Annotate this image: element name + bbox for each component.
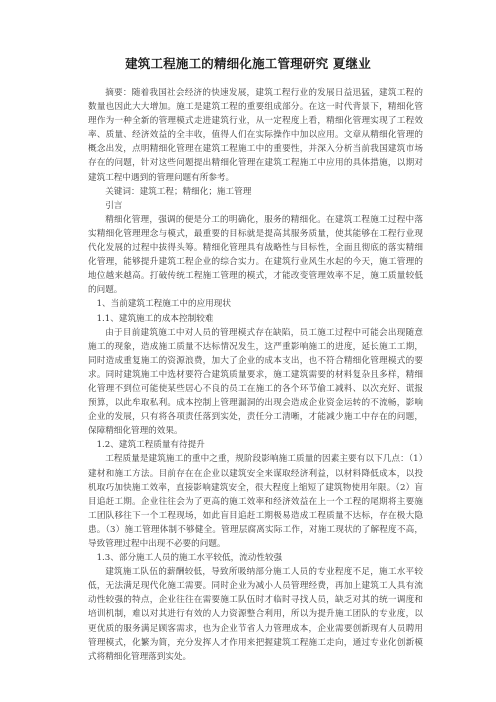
section-1-2-paragraph: 工程质量是建筑施工的重中之重，规阶段影响施工质量的因素主要有以下几点：（1）建材和施工方法。目前存在在企业以建筑安全来谋取经济利益，以材料降低成本，以投机取巧加快施工效率，直接影响建筑安全，很大程度上缩短了建筑物使用年限。（2）盲目追赶工期。企业往往会为了更高的施工效率和经济效益在上一个工程的尾期将主要施工团队移往下一个工程现场，如此盲目追赶工期极易造成工程质量不达标，存在极大隐患。（3）施工管理体制不够健全。管理层腐离实际工作，对施工现状的了解程度不高，导致管理过程中出现不必要的问题。: [88, 454, 423, 549]
section-1-2-heading: 1.2、建筑工程质量有待提升: [96, 440, 205, 451]
intro-paragraph: 精细化管理，强调的便是分工的明确化，服务的精细化。在建筑工程施工过程中落实精细化管理理念与模式，最重要的目标就是提高其服务质量，使其能够在工程行业现代化发展的过程中拔得头筹。精细化管理具有战略性与目标性，全面且彻底的落实精细化管理，能够提升建筑工程企业的综合实力。在建筑行业风生水起的今天，施工管理的地位越来越高。打破传统工程施工管理的模式，才能改变管理效率不足，施工质量较低的问题。: [88, 214, 423, 296]
section-1-3-heading: 1.3、部分施工人员的施工水平较低，流动性较强: [96, 553, 283, 564]
intro-heading: 引言: [105, 200, 123, 211]
section-1-1-paragraph: 由于目前建筑施工中对人员的管理模式存在缺陷，员工施工过程中可能会出现随意施工的现象，造成施工质量不达标情况发生，这严重影响施工的进度，延长施工工期，同时造成重复施工的资源浪费，加大了企业的成本支出，也不符合精细化管理模式的要求。同时建筑施工中选材要符合建筑质量要求，施工建筑需要的材料复杂且多样，精细化管理不到位可能使某些居心不良的员工在施工的各个环节偷工减料、以次充好、谎报预算，以此牟取私利。成本控制上管理漏洞的出现会造成企业资金运转的不流畅，影响企业的发展，只有将各项责任落到实处，责任分工清晰，才能减少施工中存在的问题，保障精细化管理的效果。: [88, 327, 423, 437]
abstract-paragraph: 摘要：随着我国社会经济的快速发展，建筑工程行业的发展日益迅猛，建筑工程的数量也因此大大增加。施工是建筑工程的重要组成部分。在这一时代背景下，精细化管理作为一种全新的管理模式走进建筑行业，从一定程度上看，精细化管理实现了工程效率、质量、经济效益的全丰收，值得人们在实际操作中加以应用。文章从精细化管理的概念出发，点明精细化管理在建筑工程施工中的重要性，并深入分析当前我国建筑市场存在的问题，针对这些问题提出精细化管理在建筑工程施工中应用的具体措施，以期对建筑工程中遇到的管理问题有所参考。: [88, 88, 423, 183]
section-1-3-paragraph: 建筑施工队伍的薪酬较低，导致所吸纳部分施工人员的专业程度不足，施工水平较低，无法满足现代化施工需要。同时企业为减小人员管理经费，再加上建筑工人具有流动性较强的特点，企业往往在需要施工队伍时才临时寻找人员，缺乏对其的统一调度和培训机制，难以对其进行有效的人力资源整合利用，所以为提升施工团队的专业度，以更优质的服务满足顾客需求，也为企业节省人力管理成本，企业需要创新现有人员聘用管理模式，化繁为简，充分发挥人才作用来把握建筑工程施工走向，通过专业化创新模式将精细化管理落到实处。: [88, 567, 423, 662]
section-1-1-heading: 1.1、建筑施工的成本控制较难: [96, 313, 214, 324]
section-1-heading: 1、当前建筑工程施工中的应用现状: [96, 299, 231, 310]
keywords-line: 关键词：建筑工程；精细化；施工管理: [105, 186, 252, 197]
paper-title: 建筑工程施工的精细化施工管理研究 夏继业: [125, 56, 371, 71]
paper-body: [88, 86, 423, 664]
